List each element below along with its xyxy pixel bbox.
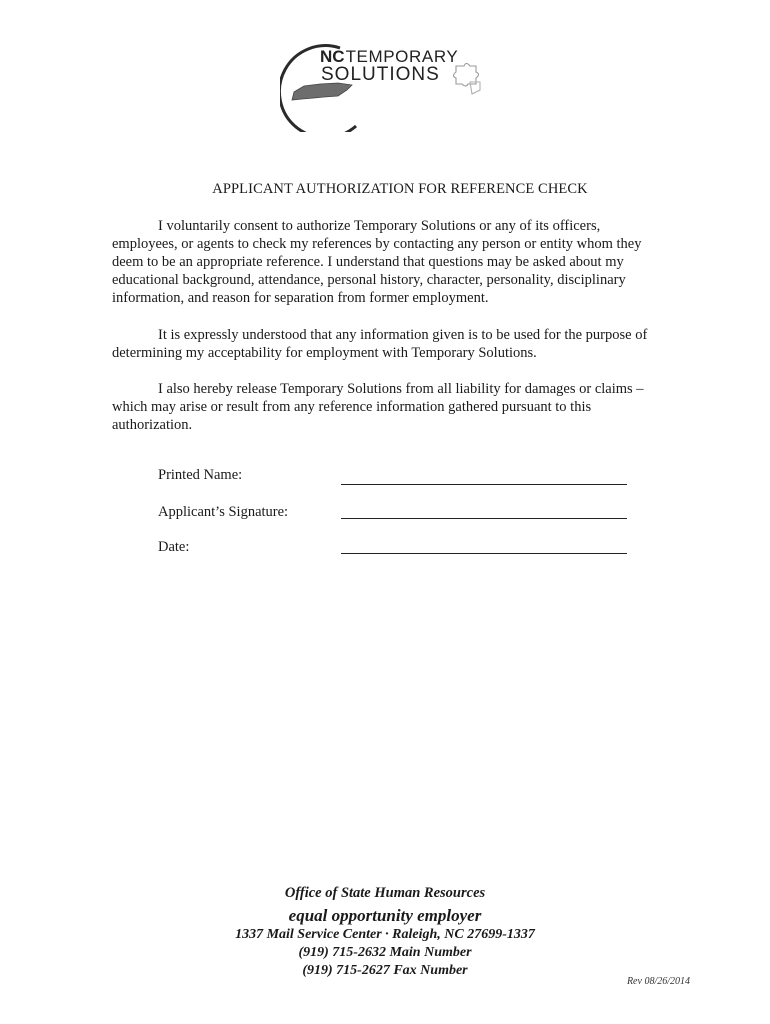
revision-date: Rev 08/26/2014 (626, 976, 690, 987)
logo-text-nc: NC (320, 47, 345, 66)
puzzle-piece-icon (454, 64, 481, 95)
consent-paragraph: I voluntarily consent to authorize Temporary Solutions or any of its officers, employees, or agents to check my references by contacting any person or entity whom they deem to be an appropriate reference. I understand that questions may be asked about my educational background, attendance, personal history, character, personality, disciplinary information, and reason for separation from former employment. (112, 218, 642, 306)
footer-main-number: (919) 715-2632 Main Number (298, 945, 472, 960)
signature-label: Applicant’s Signature: (158, 504, 289, 520)
logo-text-temporary: TEMPORARY (345, 47, 459, 66)
printed-name-line[interactable] (341, 484, 627, 485)
release-paragraph: I also hereby release Temporary Solutions from all liability for damages or claims – which may arise or result from any reference information gathered pursuant to this authorization. (112, 381, 644, 433)
nc-state-map-icon (292, 83, 352, 100)
date-line[interactable] (341, 553, 627, 554)
printed-name-label: Printed Name: (158, 467, 243, 483)
signature-line[interactable] (341, 518, 627, 519)
logo-text-solutions: SOLUTIONS (321, 64, 440, 85)
footer-eoe: equal opportunity employer (288, 906, 482, 925)
footer-office: Office of State Human Resources (284, 885, 486, 901)
document-title: APPLICANT AUTHORIZATION FOR REFERENCE CHECK (212, 181, 588, 197)
nc-temporary-solutions-logo (280, 40, 495, 132)
footer-fax-number: (919) 715-2627 Fax Number (302, 963, 468, 978)
purpose-paragraph: It is expressly understood that any information given is to be used for the purpose of determining my acceptability for employment with Temporary Solutions. (112, 327, 648, 361)
footer-address: 1337 Mail Service Center · Raleigh, NC 27699-1337 (235, 927, 535, 942)
date-label: Date: (158, 539, 190, 555)
